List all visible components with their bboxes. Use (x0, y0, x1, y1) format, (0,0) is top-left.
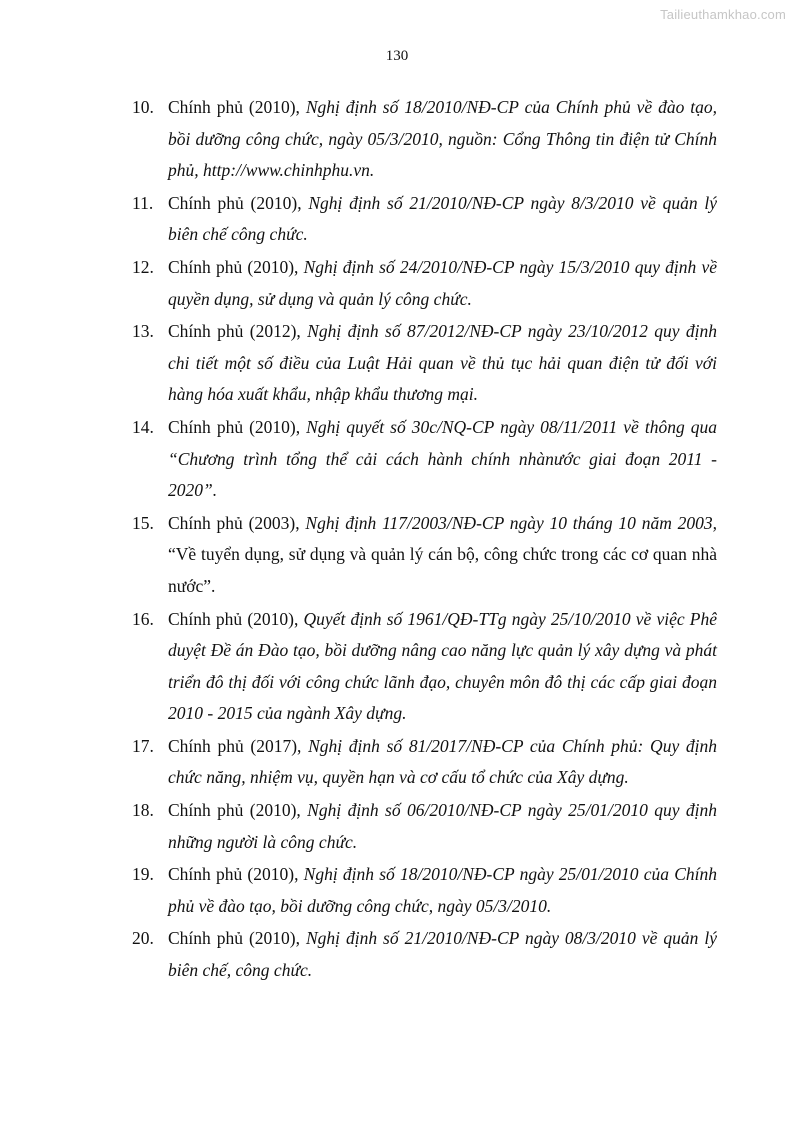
reference-number: 17. (132, 735, 154, 756)
reference-item (132, 731, 717, 794)
reference-title: Nghị định số 21/2010/NĐ-CP ngày 08/3/2010 về quản lý biên chế, công chức. (168, 928, 717, 981)
reference-number: 10. (132, 97, 154, 117)
reference-number: 18. (132, 800, 154, 821)
reference-text (168, 604, 717, 730)
reference-title: Nghị định 117/2003/NĐ-CP ngày 10 tháng 10 năm 2003, (305, 512, 717, 533)
reference-text (168, 795, 717, 858)
reference-author: Chính phủ (2010), (168, 608, 304, 629)
reference-number: 14. (132, 416, 154, 437)
reference-title: Nghị định số 18/2010/NĐ-CP ngày 25/01/2010 của Chính phủ về đào tạo, bồi dưỡng công chức, ngày 05/3/2010. (168, 864, 717, 916)
reference-text (168, 731, 717, 794)
reference-item (132, 508, 717, 603)
reference-item (132, 604, 717, 730)
reference-title: Nghị định số 24/2010/NĐ-CP ngày 15/3/2010 quy định về quyền dụng, sử dụng và quản lý công chức. (168, 256, 717, 309)
reference-item (132, 252, 717, 315)
reference-author: Chính phủ (2010), (168, 800, 308, 821)
reference-number: 20. (132, 928, 154, 949)
reference-item (132, 412, 717, 507)
reference-title: Nghị quyết số 30c/NQ-CP ngày 08/11/2011 về thông qua “Chương trình tổng thể cải cách hành chính nhànước giai đoạn 2011 - 2020”. (168, 416, 717, 501)
reference-text (168, 859, 717, 922)
reference-author: Chính phủ (2012), (168, 321, 308, 342)
reference-title: Nghị định số 18/2010/NĐ-CP của Chính phủ về đào tạo, bồi dưỡng công chức, ngày 05/3/2010, nguồn: Cổng Thông tin điện tử Chính phủ, http://www.chinhphu.vn. (168, 97, 717, 181)
reference-text (168, 508, 717, 603)
reference-number: 11. (132, 192, 154, 213)
reference-author: Chính phủ (2017), (168, 735, 309, 756)
reference-number: 12. (132, 256, 154, 277)
reference-item (132, 795, 717, 858)
reference-item (132, 316, 717, 411)
reference-title: Nghị định số 87/2012/NĐ-CP ngày 23/10/2012 quy định chi tiết một số điều của Luật Hải quan về thủ tục hải quan điện tử đối với hàng hóa xuất khẩu, nhập khẩu thương mại. (168, 321, 717, 405)
reference-text (168, 412, 717, 507)
reference-item (132, 92, 717, 187)
reference-author: Chính phủ (2010), (168, 256, 304, 277)
reference-author: Chính phủ (2010), (168, 416, 307, 437)
reference-author: Chính phủ (2010), (168, 97, 306, 117)
reference-author: Chính phủ (2010), (168, 928, 306, 949)
reference-item (132, 923, 717, 986)
reference-title: Nghị định số 21/2010/NĐ-CP ngày 8/3/2010 về quản lý biên chế công chức. (168, 192, 717, 245)
reference-number: 16. (132, 608, 154, 629)
watermark: Tailieuthamkhao.com (660, 7, 786, 22)
reference-text (168, 92, 717, 187)
page-number: 130 (385, 48, 409, 64)
reference-tail: “Về tuyển dụng, sử dụng và quản lý cán bộ, công chức trong các cơ quan nhà nước”. (168, 544, 717, 596)
reference-title: Nghị định số 06/2010/NĐ-CP ngày 25/01/2010 quy định những người là công chức. (168, 800, 717, 852)
reference-item (132, 188, 717, 251)
reference-title: Quyết định số 1961/QĐ-TTg ngày 25/10/2010 về việc Phê duyệt Đề án Đào tạo, bồi dưỡng nâng cao năng lực quản lý xây dựng và phát triển đô thị đối với công chức lãnh đạo, chuyên môn đô thị các cấp giai đoạn 2010 - 2015 của ngành Xây dựng. (168, 608, 717, 724)
reference-number: 15. (132, 512, 154, 533)
reference-item (132, 859, 717, 922)
reference-text (168, 923, 717, 986)
reference-text (168, 188, 717, 251)
reference-author: Chính phủ (2010), (168, 192, 309, 213)
reference-list (132, 92, 717, 988)
reference-text (168, 316, 717, 411)
reference-author: Chính phủ (2003), (168, 512, 306, 533)
reference-number: 13. (132, 321, 154, 342)
reference-text (168, 252, 717, 315)
reference-author: Chính phủ (2010), (168, 864, 304, 885)
reference-title: Nghị định số 81/2017/NĐ-CP của Chính phủ: Quy định chức năng, nhiệm vụ, quyền hạn và cơ cấu tổ chức của Xây dựng. (168, 735, 717, 788)
reference-number: 19. (132, 864, 154, 885)
